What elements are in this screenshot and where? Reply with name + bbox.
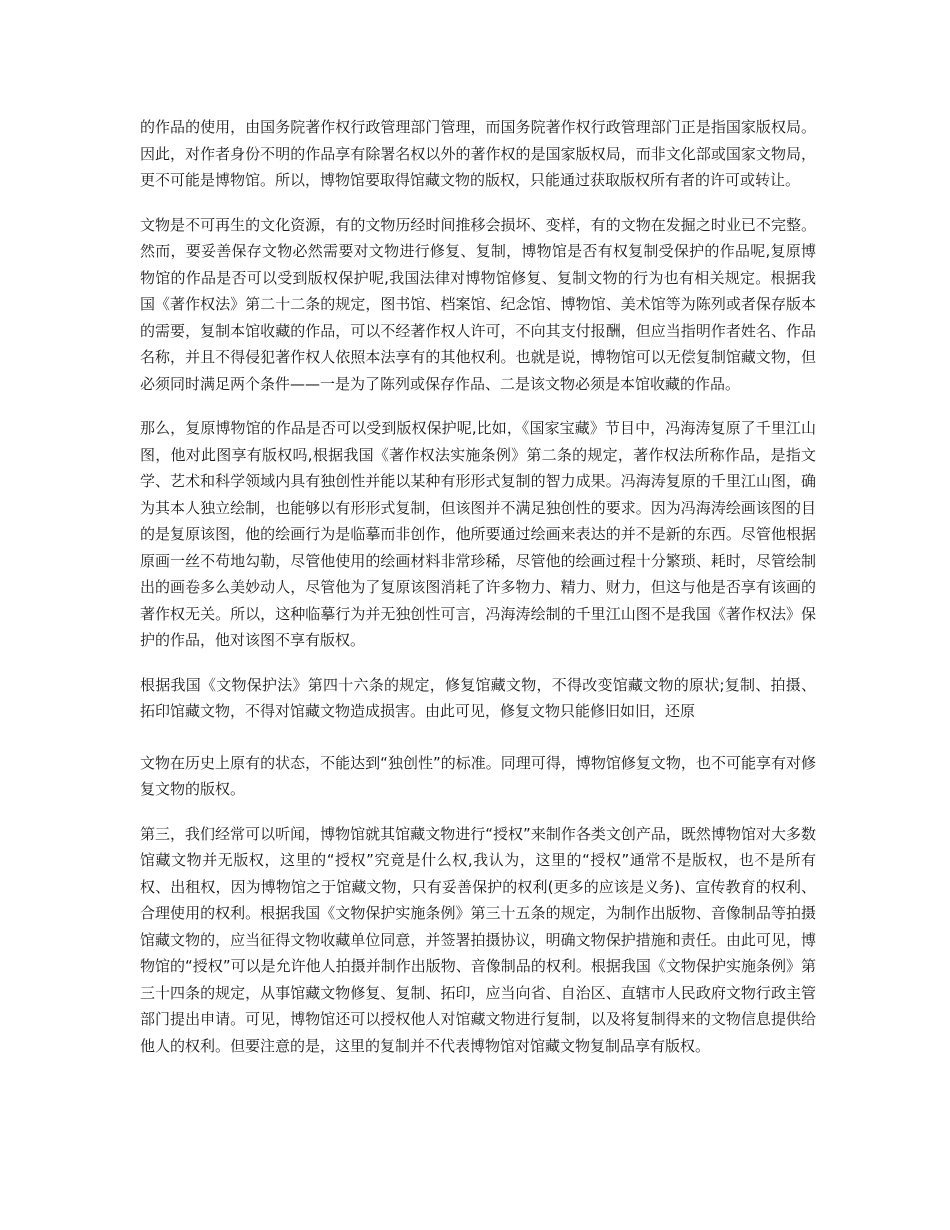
paragraph-copyright-bureau: 的作品的使用，由国务院著作权行政管理部门管理，而国务院著作权行政管理部门正是指国家版权局。因此，对作者身份不明的作品享有除署名权以外的著作权的是国家版权局，而非文化部或国家文物局，更不可能是博物馆。所以，博物馆要取得馆藏文物的版权，只能通过获取版权所有者的许可或转让。 [140, 118, 816, 189]
paragraph-originality-standard: 文物在历史上原有的状态，不能达到“独创性”的标准。同理可得，博物馆修复文物，也不可能享有对修复文物的版权。 [140, 753, 816, 798]
paragraph-cultural-relics-law: 根据我国《文物保护法》第四十六条的规定，修复馆藏文物，不得改变馆藏文物的原状;复制、拍摄、拓印馆藏文物，不得对馆藏文物造成损害。由此可见，修复文物只能修旧如旧，还原 [140, 675, 816, 720]
document-body [140, 114, 816, 1059]
paragraph-qianli-jiangshan-case: 那么，复原博物馆的作品是否可以受到版权保护呢,比如，《国家宝藏》节目中，冯海涛复原了千里江山图，他对此图享有版权吗,根据我国《著作权法实施条例》第二条的规定，著作权法所称作品，是指文学、艺术和科学领域内具有独创性并能以某种有形形式复制的智力成果。冯海涛复原的千里江山图，确为其本人独立绘制，也能够以有形形式复制，但该图并不满足独创性的要求。因为冯海涛绘画该图的目的是复原该图，他的绘画行为是临摹而非创作，他所要通过绘画来表达的并不是新的东西。尽管他根据原画一丝不苟地勾勒，尽管他使用的绘画材料非常珍稀，尽管他的绘画过程十分繁琐、耗时，尽管绘制出的画卷多么美妙动人，尽管他为了复原该图消耗了许多物力、精力、财力，但这与他是否享有该画的著作权无关。所以，这种临摹行为并无独创性可言，冯海涛绘制的千里江山图不是我国《著作权法》保护的作品，他对该图不享有版权。 [140, 419, 816, 649]
paragraph-restoration-reproduction: 文物是不可再生的文化资源，有的文物历经时间推移会损坏、变样，有的文物在发掘之时业已不完整。然而，要妥善保存文物必然需要对文物进行修复、复制，博物馆是否有权复制受保护的作品呢,复原博物馆的作品是否可以受到版权保护呢,我国法律对博物馆修复、复制文物的行为也有相关规定。根据我国《著作权法》第二十二条的规定，图书馆、档案馆、纪念馆、博物馆、美术馆等为陈列或者保存版本的需要，复制本馆收藏的作品，可以不经著作权人许可，不向其支付报酬，但应当指明作者姓名、作品名称，并且不得侵犯著作权人依照本法享有的其他权利。也就是说，博物馆可以无偿复制馆藏文物，但必须同时满足两个条件——一是为了陈列或保存作品、二是该文物必须是本馆收藏的作品。 [140, 215, 816, 393]
paragraph-museum-authorization: 第三，我们经常可以听闻，博物馆就其馆藏文物进行“授权”来制作各类文创产品，既然博物馆对大多数馆藏文物并无版权，这里的“授权”究竟是什么权,我认为，这里的“授权”通常不是版权，也不是所有权、出租权，因为博物馆之于馆藏文物，只有妥善保护的权利(更多的应该是义务)、宣传教育的权利、合理使用的权利。根据我国《文物保护实施条例》第三十五条的规定，为制作出版物、音像制品等拍摄馆藏文物的，应当征得文物收藏单位同意，并签署拍摄协议，明确文物保护措施和责任。由此可见，博物馆的“授权”可以是允许他人拍摄并制作出版物、音像制品的权利。根据我国《文物保护实施条例》第三十四条的规定，从事馆藏文物修复、复制、拓印，应当向省、自治区、直辖市人民政府文物行政主管部门提出申请。可见，博物馆还可以授权他人对馆藏文物进行复制，以及将复制得来的文物信息提供给他人的权利。但要注意的是，这里的复制并不代表博物馆对馆藏文物复制品享有版权。 [140, 824, 816, 1055]
